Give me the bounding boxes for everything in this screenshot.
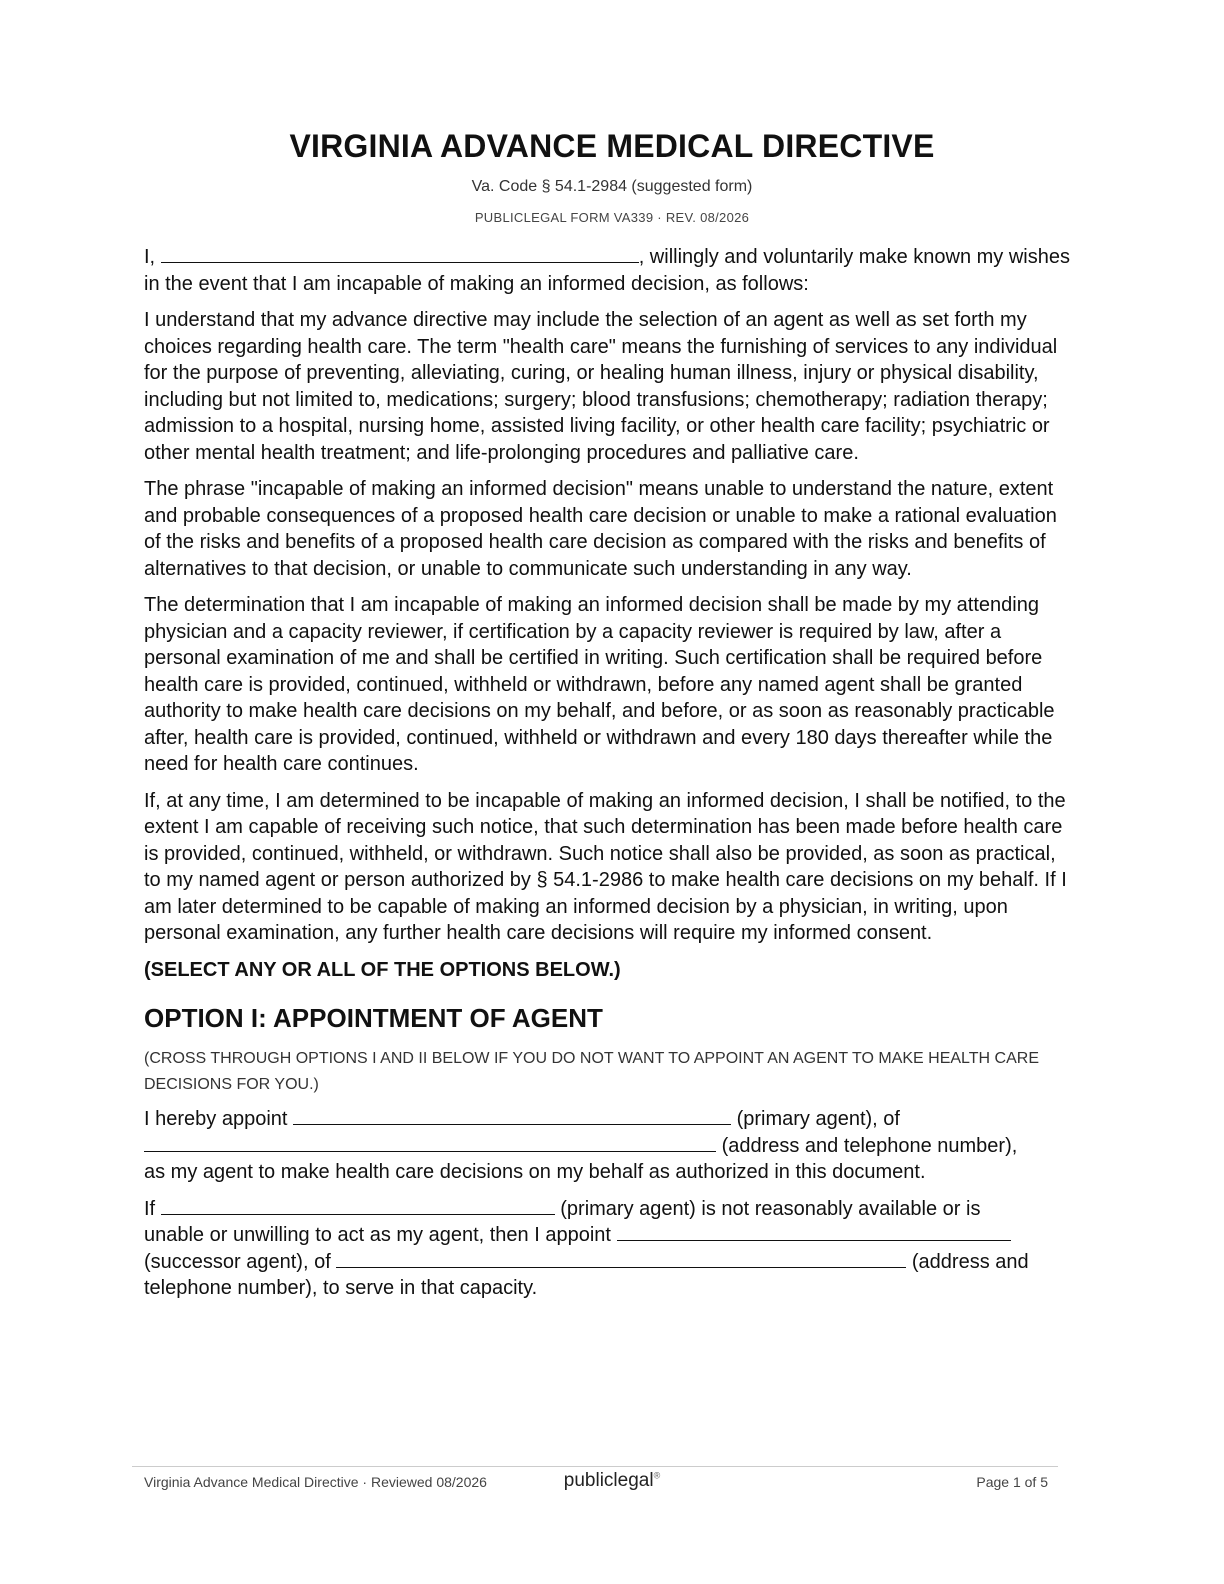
incapable-definition-paragraph: The phrase "incapable of making an informed decision" means unable to understand the nature, extent and probable consequences of a proposed health care decision or unable to make a rational evaluation of the risks and benefits of a proposed health care decision as compared with the risks and benefits of alternatives to that decision, or unable to communicate such understanding in any way. xyxy=(144,478,1057,580)
select-options-instruction: (SELECT ANY OR ALL OF THE OPTIONS BELOW.) xyxy=(144,958,621,981)
footer-divider xyxy=(132,1466,1058,1467)
successor-address-label: (address and xyxy=(911,1250,1029,1273)
footer-document-name: Virginia Advance Medical Directive · Reviewed 08/2026 xyxy=(144,1474,487,1490)
declarant-name-blank[interactable] xyxy=(161,244,639,263)
primary-agent-appointment xyxy=(144,1106,1074,1186)
page-number: Page 1 of 5 xyxy=(976,1474,1048,1490)
primary-agent-unavailable-text: (primary agent) is not reasonably available or is xyxy=(560,1197,981,1220)
primary-agent-address-blank[interactable] xyxy=(144,1133,716,1152)
successor-primary-agent-blank[interactable] xyxy=(161,1196,555,1215)
form-id: PUBLICLEGAL FORM VA339 · REV. 08/2026 xyxy=(474,210,750,225)
document-title: VIRGINIA ADVANCE MEDICAL DIRECTIVE xyxy=(289,128,935,164)
primary-agent-address-label: (address and telephone number), xyxy=(721,1134,1018,1157)
agent-authority-text: as my agent to make health care decisions on my behalf as authorized in this document. xyxy=(144,1161,926,1183)
successor-agent-label: (successor agent), of xyxy=(144,1250,331,1273)
option-1-heading: OPTION I: APPOINTMENT OF AGENT xyxy=(144,1003,603,1033)
statute-citation: Va. Code § 54.1-2984 (suggested form) xyxy=(471,178,753,195)
successor-appoint-text: unable or unwilling to act as my agent, then I appoint xyxy=(144,1224,611,1246)
successor-if-text: If xyxy=(144,1197,156,1220)
primary-agent-name-blank[interactable] xyxy=(293,1106,731,1125)
successor-agent-name-blank[interactable] xyxy=(617,1222,1011,1241)
brand-mark: ® xyxy=(653,1470,661,1481)
determination-paragraph: The determination that I am incapable of making an informed decision shall be made by my attending physician and a capacity reviewer, if certification by a capacity reviewer is required by law, after a personal examination of me and shall be certified in writing. Such certification shall be required before health care is provided, continued, withheld or withdrawn, before any named agent shall be granted authority to make health care decisions on my behalf, and before, or as soon as reasonably practicable after, health care is provided, continued, withheld or withdrawn and every 180 days thereafter while the need for health care continues. xyxy=(144,594,1055,775)
declarant-statement xyxy=(144,244,1074,297)
health-care-definition-paragraph: I understand that my advance directive may include the selection of an agent as well as set forth my choices regarding health care. The term "health care" means the furnishing of services to any individual for the purpose of preventing, alleviating, curing, or healing human illness, injury or physical disability, including but not limited to, medications; surgery; blood transfusions; chemotherapy; radiation therapy; admission to a hospital, nursing home, assisted living facility, or other health care facility; psychiatric or other mental health treatment; and life-prolonging procedures and palliative care. xyxy=(144,309,1058,464)
declarant-suffix: , willingly and voluntarily make known my wishes in the event that I am incapable of making an informed decision, as follows: xyxy=(144,246,1070,295)
brand-name: publiclegal xyxy=(563,1470,654,1491)
document-body xyxy=(144,244,1074,1312)
declarant-prefix: I, xyxy=(144,246,156,268)
option-1-note: (CROSS THROUGH OPTIONS I AND II BELOW IF YOU DO NOT WANT TO APPOINT AN AGENT TO MAKE HEALTH CARE DECISIONS FOR YOU.) xyxy=(144,1050,1039,1093)
successor-agent-appointment xyxy=(144,1196,1074,1302)
successor-capacity-text: telephone number), to serve in that capacity. xyxy=(144,1277,538,1299)
successor-agent-address-blank[interactable] xyxy=(336,1249,906,1268)
appoint-text: I hereby appoint xyxy=(144,1108,288,1130)
primary-agent-label: (primary agent), of xyxy=(736,1108,900,1130)
notification-paragraph: If, at any time, I am determined to be incapable of making an informed decision, I shall be notified, to the extent I am capable of receiving such notice, that such determination has been made before health care is provided, continued, withheld, or withdrawn. Such notice shall also be provided, as soon as practical, to my named agent or person authorized by § 54.1-2986 to make health care decisions on my behalf. If I am later determined to be capable of making an informed decision by a physician, in writing, upon personal examination, any further health care decisions will require my informed consent. xyxy=(144,789,1067,944)
